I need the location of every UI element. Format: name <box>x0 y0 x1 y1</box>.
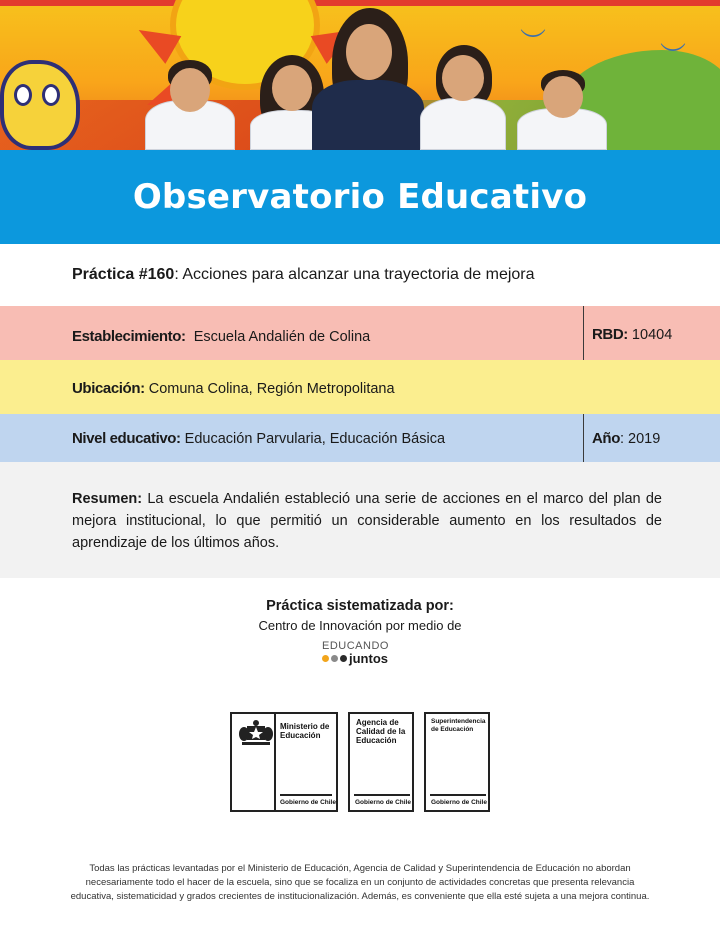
level-label: Nivel educativo: <box>72 430 181 447</box>
coat-of-arms-icon <box>238 720 274 748</box>
educando-juntos-logo <box>322 640 402 670</box>
superintendencia-logo <box>424 712 490 812</box>
rbd-label: RBD: <box>592 326 628 343</box>
logo-line <box>280 794 332 796</box>
establishment-cell <box>72 328 370 345</box>
logo-gov: Gobierno de Chile <box>280 799 336 806</box>
practice-separator: : <box>174 266 179 283</box>
establishment-label: Establecimiento: <box>72 328 186 345</box>
brand-top-text: EDUCANDO <box>322 640 389 652</box>
ministerio-logo <box>230 712 338 812</box>
footer-disclaimer: Todas las prácticas levantadas por el Ministerio de Educación, Agencia de Calidad y Superintendencia de Educación no abordan necesariamente todo el hacer de la escuela, sino que se focaliza en un conjunto de actividades concretas que presenta relevancia educativa, sistematicidad y grados crecientes de institucionalización. Además, es conveniente que ella esté sujeta a una mejora continua. <box>70 863 650 902</box>
cell-divider <box>583 306 584 360</box>
credits-center: Centro de Innovación por medio de <box>258 618 462 633</box>
bird-mural: ︶ <box>520 27 547 57</box>
teacher-figure <box>308 8 428 150</box>
logo-gov: Gobierno de Chile <box>431 799 487 806</box>
logo-gov: Gobierno de Chile <box>355 799 411 806</box>
summary-row <box>0 462 720 578</box>
location-row <box>0 360 720 414</box>
agencia-logo <box>348 712 414 812</box>
location-value: Comuna Colina, Región Metropolitana <box>144 381 395 397</box>
logo-name: Superintendencia de Educación <box>431 718 486 733</box>
student-figure <box>140 60 240 150</box>
level-row <box>0 414 720 462</box>
location-cell <box>72 380 395 397</box>
student-figure <box>515 70 610 150</box>
hero-photo <box>0 0 720 150</box>
cell-divider <box>583 414 584 462</box>
establishment-row <box>0 306 720 360</box>
practice-label: Práctica #160 <box>72 266 175 283</box>
location-label: Ubicación: <box>72 380 145 397</box>
rbd-cell <box>592 326 672 343</box>
bird-mural: ︶ <box>660 41 687 71</box>
logo-name: Ministerio de Educación <box>280 722 330 740</box>
logo-line <box>354 794 410 796</box>
logo-line <box>430 794 486 796</box>
brand-dot <box>331 655 338 662</box>
bee-eye <box>42 84 60 106</box>
page-title: Observatorio Educativo <box>132 177 588 217</box>
year-value: : 2019 <box>619 431 661 447</box>
bee-mural <box>0 60 80 150</box>
title-banner <box>0 150 720 244</box>
student-figure <box>418 45 508 150</box>
top-accent-line <box>0 0 720 6</box>
summary-paragraph <box>72 488 662 554</box>
practice-row <box>0 244 720 306</box>
brand-dot <box>340 655 347 662</box>
logo-name: Agencia de Calidad de la Educación <box>356 718 406 745</box>
practice-line <box>72 266 535 284</box>
summary-label: Resumen: <box>72 491 143 507</box>
year-cell <box>592 430 660 447</box>
credits-block <box>0 598 720 633</box>
summary-text: La escuela Andalién estableció una serie de acciones en el marco del plan de mejora institucional, lo que permitió un considerable aumento en los resultados de aprendizaje de los últimos años. <box>72 491 662 551</box>
level-value: Educación Parvularia, Educación Básica <box>180 431 446 447</box>
logo-divider <box>274 714 276 810</box>
credits-heading: Práctica sistematizada por: <box>266 598 454 614</box>
brand-dot <box>322 655 329 662</box>
establishment-value: Escuela Andalién de Colina <box>185 329 371 345</box>
rbd-value: 10404 <box>627 327 673 343</box>
level-cell <box>72 430 445 447</box>
year-label: Año <box>592 430 620 447</box>
bee-eye <box>14 84 32 106</box>
practice-text: Acciones para alcanzar una trayectoria de mejora <box>178 266 535 283</box>
brand-dots-icon <box>322 655 347 662</box>
brand-bottom-text: juntos <box>349 651 388 666</box>
